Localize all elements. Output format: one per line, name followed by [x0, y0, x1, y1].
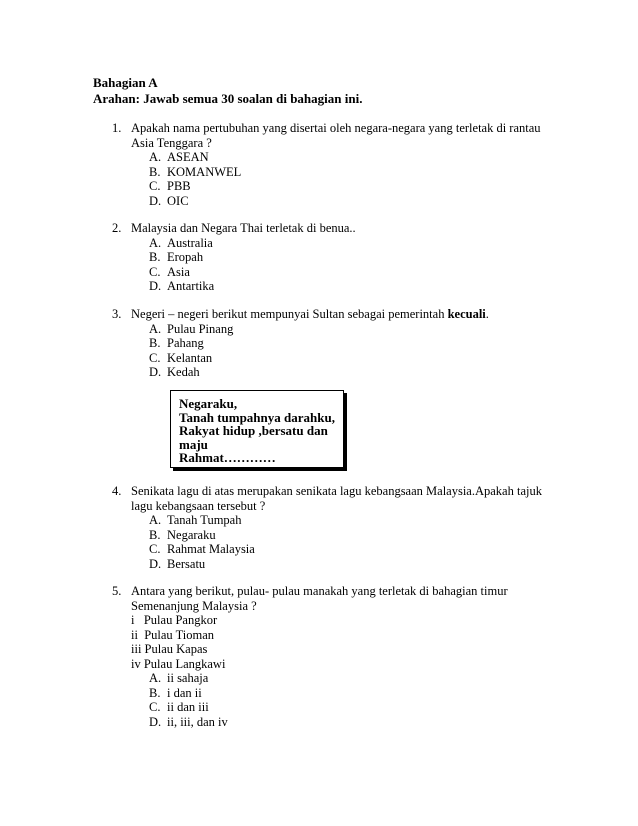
question-stem-line: Malaysia dan Negara Thai terletak di benua.. [131, 221, 356, 235]
option-c[interactable] [149, 542, 572, 557]
option-letter: B. [149, 685, 161, 700]
option-a[interactable] [149, 513, 572, 528]
option-text: KOMANWEL [167, 164, 242, 179]
option-text: OIC [167, 193, 189, 208]
option-letter: C. [149, 542, 161, 556]
option-c[interactable] [149, 265, 572, 280]
question-5 [112, 584, 572, 729]
option-d[interactable] [149, 715, 572, 730]
option-text: Bersatu [167, 556, 206, 571]
option-text: Pahang [167, 336, 204, 350]
option-text: Tanah Tumpah [167, 513, 242, 527]
option-text: Rahmat Malaysia [167, 542, 255, 556]
option-text: Asia [167, 264, 190, 279]
option-letter: D. [149, 279, 162, 293]
option-d[interactable] [149, 194, 572, 209]
option-letter: A. [149, 321, 162, 336]
option-letter: B. [149, 164, 161, 179]
answer-options [149, 513, 572, 571]
question-stem-line: Antara yang berikut, pulau- pulau manakah yang terletak di bahagian timur [131, 584, 508, 598]
answer-options [149, 150, 572, 208]
option-text: ii, iii, dan iv [167, 714, 228, 729]
option-letter: A. [149, 235, 162, 250]
question-4 [112, 484, 572, 571]
answer-options [149, 671, 572, 729]
question-1 [112, 121, 572, 208]
option-d[interactable] [149, 365, 572, 380]
question-stem-line: Semenanjung Malaysia ? [131, 598, 257, 613]
option-letter: D. [149, 193, 162, 208]
section-title: Bahagian A [93, 75, 158, 90]
option-a[interactable] [149, 322, 572, 337]
option-letter: D. [149, 365, 162, 379]
stem-text: Negeri – negeri berikut mempunyai Sultan sebagai pemerintah [131, 307, 448, 321]
option-text: ASEAN [167, 150, 209, 164]
option-b[interactable] [149, 336, 572, 351]
stem-emphasis: kecuali [447, 307, 486, 321]
option-c[interactable] [149, 700, 572, 715]
option-a[interactable] [149, 150, 572, 165]
statement-list [131, 613, 572, 671]
option-text: Pulau Pinang [167, 321, 234, 336]
statement-item: iii Pulau Kapas [131, 642, 208, 656]
question-number: 4. [112, 484, 122, 498]
option-text: Kedah [167, 365, 200, 379]
option-letter: D. [149, 714, 162, 729]
question-number: 3. [112, 307, 122, 321]
question-number: 5. [112, 584, 122, 598]
lyric-line: Negaraku, [179, 396, 238, 411]
option-text: Australia [167, 235, 213, 250]
lyric-line: Rahmat………… [179, 450, 276, 465]
option-b[interactable] [149, 528, 572, 543]
statement-item: i Pulau Pangkor [131, 613, 218, 627]
option-d[interactable] [149, 557, 572, 572]
section-instruction: Arahan: Jawab semua 30 soalan di bahagian ini. [93, 91, 363, 106]
option-b[interactable] [149, 165, 572, 180]
option-b[interactable] [149, 686, 572, 701]
question-2 [112, 221, 572, 294]
option-letter: B. [149, 527, 161, 542]
question-number: 1. [112, 121, 122, 135]
option-letter: A. [149, 671, 162, 685]
option-letter: C. [149, 179, 161, 193]
option-letter: C. [149, 350, 161, 365]
option-text: PBB [167, 179, 191, 193]
statement-item: iv Pulau Langkawi [131, 656, 226, 671]
lyric-line: maju [179, 436, 208, 452]
option-a[interactable] [149, 671, 572, 686]
answer-options [149, 236, 572, 294]
question-stem-line: Asia Tenggara ? [131, 135, 212, 150]
option-b[interactable] [149, 250, 572, 265]
option-text: i dan ii [167, 685, 202, 700]
answer-options [149, 322, 572, 380]
option-text: Eropah [167, 250, 204, 264]
question-stem-line: Senikata lagu di atas merupakan senikata lagu kebangsaan Malaysia.Apakah tajuk [131, 484, 542, 498]
option-letter: B. [149, 336, 161, 350]
stem-text: . [485, 307, 489, 321]
option-letter: A. [149, 513, 162, 527]
option-text: Negaraku [167, 527, 216, 542]
option-letter: C. [149, 264, 161, 279]
lyric-box [170, 390, 344, 468]
question-stem-line: Apakah nama pertubuhan yang disertai oleh negara-negara yang terletak di rantau [131, 121, 541, 135]
option-a[interactable] [149, 236, 572, 251]
lyric-line: Tanah tumpahnya darahku, [179, 409, 335, 425]
option-text: Kelantan [167, 350, 213, 365]
question-stem-line [131, 307, 572, 322]
option-text: ii sahaja [167, 671, 209, 685]
question-stem-line: lagu kebangsaan tersebut ? [131, 498, 266, 513]
option-c[interactable] [149, 179, 572, 194]
option-d[interactable] [149, 279, 572, 294]
option-c[interactable] [149, 351, 572, 366]
option-letter: B. [149, 250, 161, 264]
statement-item: ii Pulau Tioman [131, 627, 215, 642]
question-3 [112, 307, 572, 380]
option-text: ii dan iii [167, 700, 209, 714]
option-text: Antartika [167, 279, 215, 293]
question-number: 2. [112, 221, 122, 235]
lyric-line: Rakyat hidup ,bersatu dan [179, 423, 328, 438]
option-letter: A. [149, 150, 162, 164]
option-letter: C. [149, 700, 161, 714]
option-letter: D. [149, 556, 162, 571]
